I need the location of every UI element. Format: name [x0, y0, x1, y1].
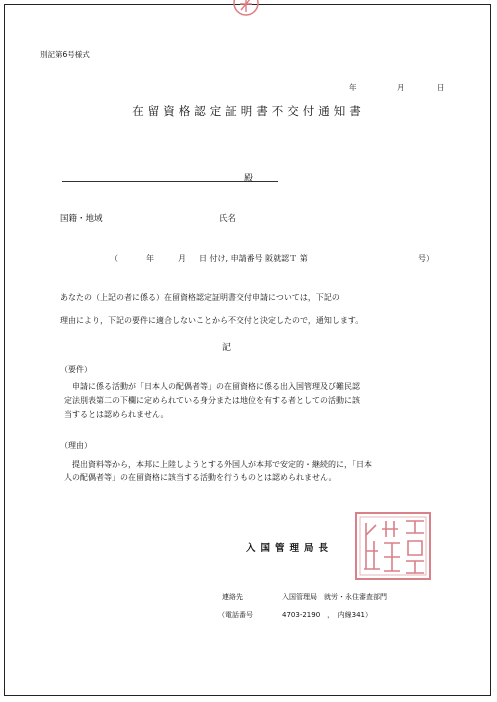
document-title: 在留資格認定証明書不交付通知書	[132, 104, 365, 118]
application-number-suffix: 号）	[418, 254, 434, 263]
top-seal-mark	[233, 0, 259, 16]
date-day-label: 日	[437, 83, 445, 92]
application-number-text: 日 付け, 申請番号 阪就認Ｔ 第	[199, 254, 308, 263]
intro-line-1: あなたの（上記の者に係る）在留資格認定証明書交付申請については，下記の	[60, 293, 340, 302]
application-month-label: 月	[178, 254, 186, 263]
contact-office: 入国管理局 就労・永住審査部門	[282, 593, 387, 601]
date-year-label: 年	[349, 83, 357, 92]
name-label: 氏名	[219, 214, 237, 224]
reason-heading: （理由）	[60, 441, 92, 450]
reason-line-2: 人の配偶者等」の在留資格に該当する活動を行うものとは認められません。	[64, 473, 337, 482]
intro-line-2: 理由により，下記の要件に適合しないことから不交付と決定したので，通知します。	[60, 316, 364, 325]
official-seal-stamp	[354, 511, 432, 581]
application-open-paren: （	[110, 254, 118, 263]
date-month-label: 月	[397, 83, 405, 92]
contact-phone: 4703-2190 ， 内線341）	[282, 611, 373, 619]
contact-label: 連絡先	[222, 593, 243, 601]
requirement-line-1: 申請に係る活動が「日本人の配偶者等」の在留資格に係る出入国管理及び難民認	[72, 382, 360, 391]
nationality-label: 国籍・地域	[60, 214, 103, 224]
addressee-suffix: 殿	[244, 174, 254, 184]
requirement-line-2: 定法別表第二の下欄に定められている身分または地位を有する者としての活動に該	[64, 396, 360, 405]
contact-phone-label: （電話番号	[218, 611, 253, 619]
requirement-heading: （要件）	[60, 365, 92, 374]
form-number: 別記第6号様式	[40, 50, 90, 59]
ki-mark: 記	[222, 343, 232, 353]
application-year-label: 年	[146, 254, 154, 263]
requirement-line-3: 当するとは認められません。	[64, 410, 169, 419]
issuer-title: 入国管理局長	[246, 543, 334, 554]
reason-line-1: 提出資料等から，本邦に上陸しようとする外国人が本邦で安定的・継続的に，「日本	[72, 460, 372, 469]
